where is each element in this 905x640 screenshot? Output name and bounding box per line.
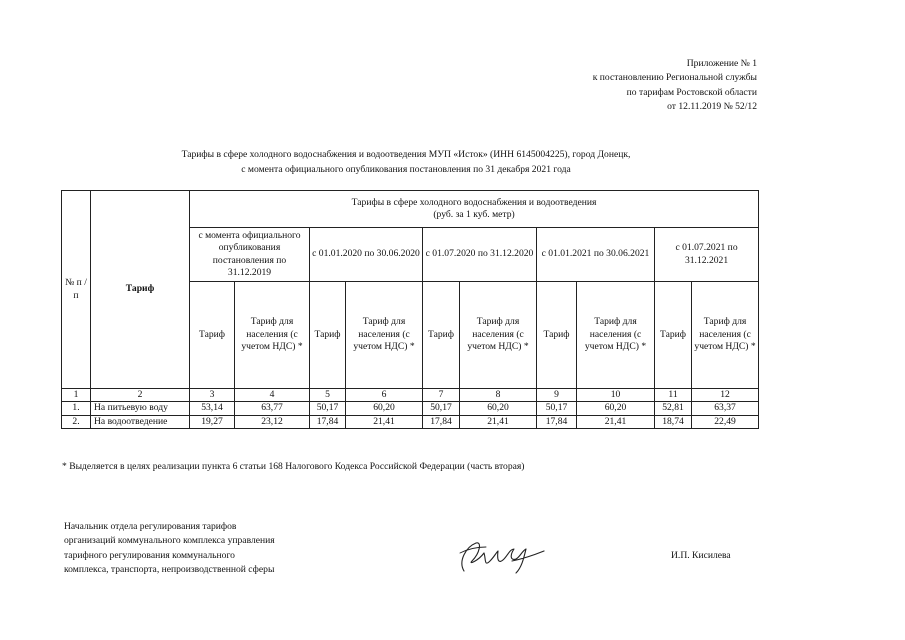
row-value: 21,41 [577,415,655,428]
header-group-title: Тарифы в сфере холодного водоснабжения и водоотведения [351,196,597,208]
subheader-tariff: Тариф [190,282,235,389]
row-value: 17,84 [537,415,577,428]
row-name: На питьевую воду [91,402,190,415]
signer-title-line: комплекса, транспорта, непроизводственной сферы [64,563,275,575]
footnote: * Выделяется в целях реализации пункта 6 статьи 168 Налогового Кодекса Российской Федерации (часть вторая) [62,461,525,472]
row-value: 60,20 [577,402,655,415]
appendix-line: от 12.11.2019 № 52/12 [667,100,757,112]
table-row [62,402,759,415]
signer-title-line: тарифного регулирования коммунального [64,549,235,561]
column-number: 5 [310,389,346,402]
signer-name: И.П. Кисилева [671,550,731,561]
row-value: 22,49 [692,415,759,428]
header-tariff-text: Тариф [125,283,155,295]
period-header: с 01.07.2020 по 31.12.2020 [423,228,537,282]
signer-title-line: организаций коммунального комплекса управления [64,535,275,547]
row-number: 2. [62,415,91,428]
row-value: 18,74 [655,415,692,428]
row-value: 19,27 [190,415,235,428]
period-header: с 01.07.2021 по 31.12.2021 [655,228,759,282]
subheader-tariff: Тариф [537,282,577,389]
column-number: 9 [537,389,577,402]
row-value: 50,17 [423,402,460,415]
tariff-table [61,190,759,429]
row-value: 21,41 [346,415,423,428]
table-row [62,415,759,428]
column-number: 10 [577,389,655,402]
row-value: 52,81 [655,402,692,415]
subheader-tariff: Тариф [423,282,460,389]
header-number: № п /п [62,191,91,389]
subheader-population-tariff: Тариф для населения (с учетом НДС) * [346,282,423,389]
row-value: 17,84 [423,415,460,428]
title-line: с момента официального опубликования постановления по 31 декабря 2021 года [241,163,571,175]
column-number: 2 [91,389,190,402]
subheader-population-tariff: Тариф для населения (с учетом НДС) * [692,282,759,389]
column-number: 4 [235,389,310,402]
subheader-population-tariff: Тариф для населения (с учетом НДС) * [577,282,655,389]
title-line: Тарифы в сфере холодного водоснабжения и водоотведения МУП «Исток» (ИНН 6145004225), город Донецк, [181,149,631,160]
row-number: 1. [62,402,91,415]
header-group [190,191,759,228]
row-name: На водоотведение [91,415,190,428]
column-number: 3 [190,389,235,402]
row-value: 17,84 [310,415,346,428]
row-value: 50,17 [537,402,577,415]
subheader-tariff: Тариф [310,282,346,389]
signer-title [64,520,275,577]
row-value: 23,12 [235,415,310,428]
appendix-line: к постановлению Региональной службы [592,72,757,84]
subheader-population-tariff: Тариф для населения (с учетом НДС) * [235,282,310,389]
row-value: 53,14 [190,402,235,415]
column-number: 6 [346,389,423,402]
header-tariff [91,191,190,389]
subheader-population-tariff: Тариф для населения (с учетом НДС) * [460,282,537,389]
subheader-tariff: Тариф [655,282,692,389]
period-header: с момента официального опубликования постановления по 31.12.2019 [190,228,310,282]
period-header: с 01.01.2020 по 30.06.2020 [310,228,423,282]
handwritten-signature [452,531,552,579]
header-group-unit: (руб. за 1 куб. метр) [433,209,515,220]
row-value: 50,17 [310,402,346,415]
period-header: с 01.01.2021 по 30.06.2021 [537,228,655,282]
row-value: 63,37 [692,402,759,415]
row-value: 60,20 [346,402,423,415]
row-value: 60,20 [460,402,537,415]
column-number-row [62,389,759,402]
column-number: 12 [692,389,759,402]
column-number: 7 [423,389,460,402]
column-number: 11 [655,389,692,402]
column-number: 1 [62,389,91,402]
appendix-line: Приложение № 1 [686,58,757,69]
row-value: 21,41 [460,415,537,428]
appendix-reference [593,57,757,114]
appendix-line: по тарифам Ростовской области [626,86,757,98]
column-number: 8 [460,389,537,402]
signer-title-line: Начальник отдела регулирования тарифов [64,521,237,532]
document-title [0,148,812,177]
row-value: 63,77 [235,402,310,415]
